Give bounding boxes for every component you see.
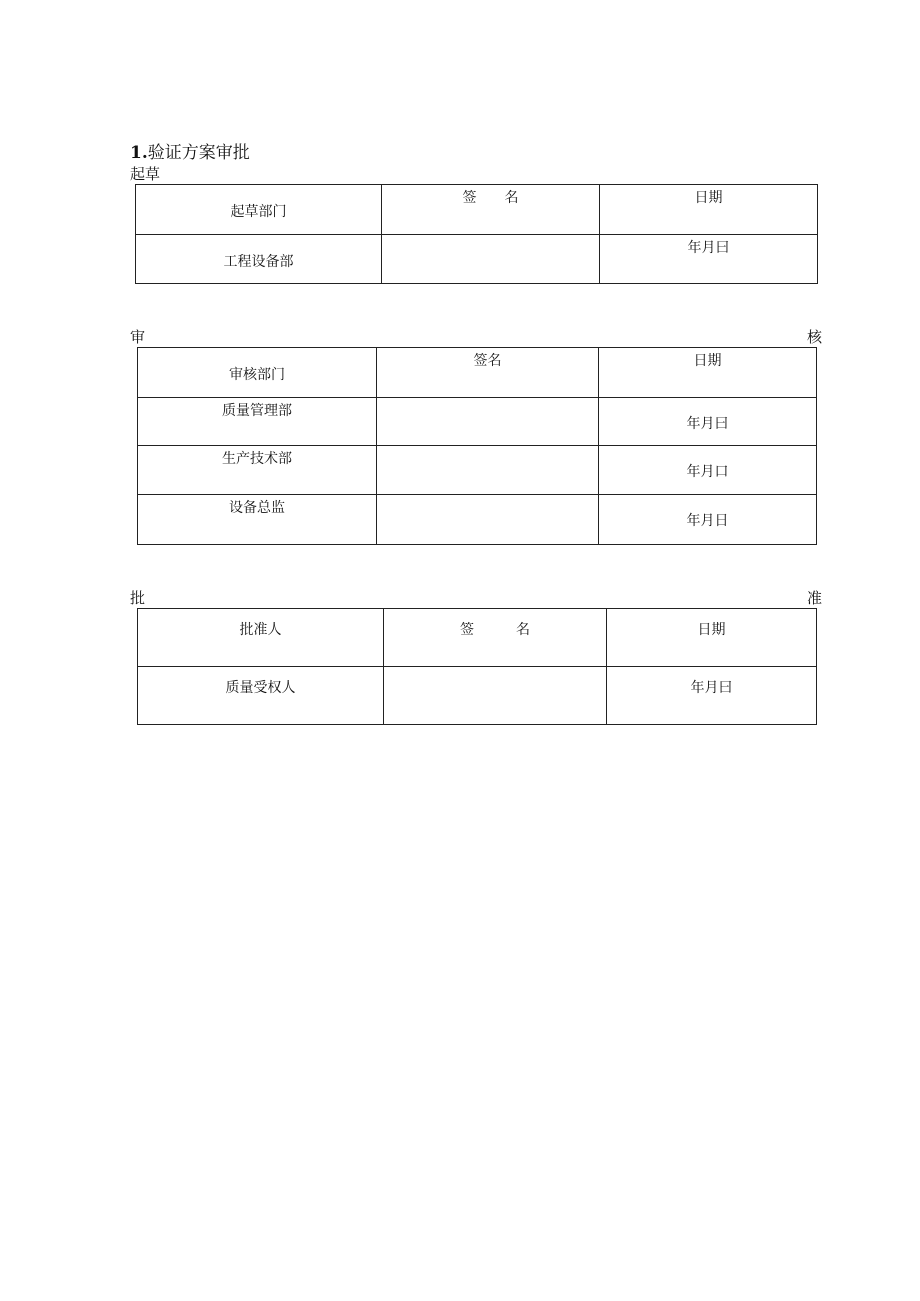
header-sign: 签 名 bbox=[384, 609, 607, 667]
review-table bbox=[137, 347, 817, 545]
dept-cell: 设备总监 bbox=[138, 495, 377, 545]
table-row bbox=[138, 398, 817, 446]
table-row bbox=[136, 235, 818, 284]
table-header-row bbox=[136, 185, 818, 235]
header-sign: 签名 bbox=[377, 348, 599, 398]
header-dept: 起草部门 bbox=[136, 185, 382, 235]
header-date: 日期 bbox=[599, 348, 817, 398]
dept-cell: 质量管理部 bbox=[138, 398, 377, 446]
header-sign: 签 名 bbox=[382, 185, 600, 235]
approval-label-right: 准 bbox=[807, 589, 823, 607]
sign-cell[interactable] bbox=[377, 398, 599, 446]
dept-cell: 生产技术部 bbox=[138, 446, 377, 495]
sign-cell[interactable] bbox=[377, 495, 599, 545]
header-date: 日期 bbox=[607, 609, 817, 667]
sign-cell[interactable] bbox=[377, 446, 599, 495]
table-row bbox=[138, 667, 817, 725]
document-title bbox=[130, 138, 250, 163]
title-number: 1. bbox=[130, 143, 148, 163]
date-cell: 年月日 bbox=[599, 495, 817, 545]
header-date: 日期 bbox=[600, 185, 818, 235]
table-row bbox=[138, 495, 817, 545]
sign-cell[interactable] bbox=[384, 667, 607, 725]
dept-cell: 质量受权人 bbox=[138, 667, 384, 725]
approval-label-left: 批 bbox=[130, 589, 146, 607]
drafting-label: 起草 bbox=[130, 165, 161, 183]
header-dept: 审核部门 bbox=[138, 348, 377, 398]
approval-table bbox=[137, 608, 817, 725]
table-header-row bbox=[138, 348, 817, 398]
date-cell: 年月曰 bbox=[599, 398, 817, 446]
drafting-table bbox=[135, 184, 818, 284]
date-cell: 年月曰 bbox=[600, 235, 818, 284]
dept-cell: 工程设备部 bbox=[136, 235, 382, 284]
review-label-left: 审 bbox=[130, 328, 146, 346]
table-header-row bbox=[138, 609, 817, 667]
title-text: 验证方案审批 bbox=[147, 143, 250, 163]
review-label-right: 核 bbox=[807, 328, 823, 346]
table-row bbox=[138, 446, 817, 495]
header-dept: 批准人 bbox=[138, 609, 384, 667]
date-cell: 年月曰 bbox=[607, 667, 817, 725]
date-cell: 年月口 bbox=[599, 446, 817, 495]
sign-cell[interactable] bbox=[382, 235, 600, 284]
